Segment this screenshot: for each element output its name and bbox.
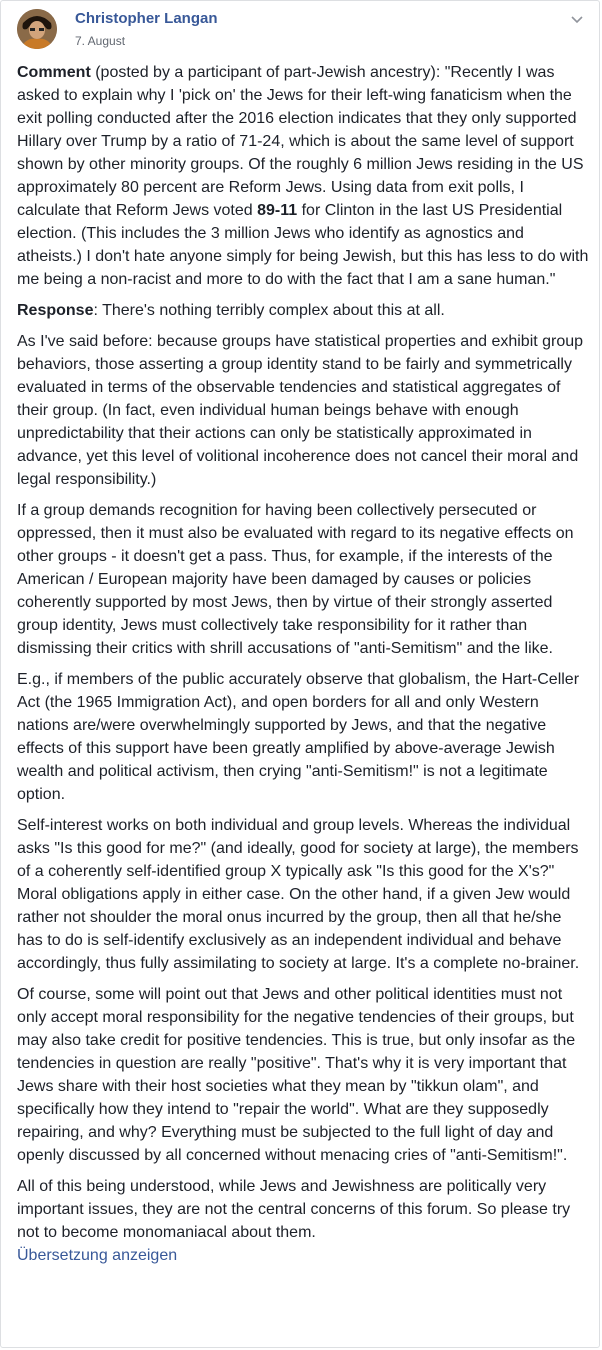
comment-text-2: for Clinton in the last US Presidential election. (This includes the 3 million Jews who identify as agnostics and atheists.) I don't hate anyone simply for being Jewish, but this has less to do with me being a non-racist and more to do with the fact that I am a sane human."	[17, 202, 589, 288]
body-paragraph: E.g., if members of the public accurately observe that globalism, the Hart-Celler Act (the 1965 Immigration Act), and open borders for all and only Western nations are/were overwhelmingly supported by Jews, and that the negative effects of this support have been greatly amplified by above-average Jewish wealth and political activism, then crying "anti-Semitism!" is not a legitimate option.	[17, 671, 580, 803]
response-text: : There's nothing terribly complex about this at all.	[93, 302, 445, 319]
body-paragraph: All of this being understood, while Jews and Jewishness are politically very important issues, they are not the central concerns of this forum. So please try not to become monomaniacal about them.	[17, 1178, 571, 1241]
body-paragraph: Self-interest works on both individual and group levels. Whereas the individual asks "Is this good for me?" (and ideally, good for society at large), the members of a coherently self-identified group X typically ask "Is this good for the X's?" Moral obligations apply in either case. On the other hand, if a given Jew would rather not shoulder the moral onus incurred by the group, then all that he/she has to do is self-identify exclusively as an independent individual and behave accordingly, thus fully assimilating to society at large. It's a complete no-brainer.	[17, 817, 580, 972]
comment-text-1: (posted by a participant of part-Jewish ancestry): "Recently I was asked to explain why I 'pick on' the Jews for their left-wing fanaticism when the exit polling conducted after the 2016 election indicates that they only supported Hillary over Trump by a ratio of 71-24, which is about the same level of support shown by other minority groups. Of the roughly 6 million Jews residing in the US approximately 80 percent are Reform Jews. Using data from exit polls, I calculate that Reform Jews voted	[17, 64, 584, 219]
post-body	[17, 61, 589, 1267]
body-paragraph: As I've said before: because groups have statistical properties and exhibit group behaviors, those asserting a group identity stand to be fairly and symmetrically evaluated in terms of the observable tendencies and statistical aggregates of their group. (In fact, even individual human beings behave with enough unpredictability that their actions can only be statistically approximated in advance, yet this level of volitional incoherence does not cancel their moral and legal responsibility.)	[17, 333, 584, 488]
comment-bold-figure: 89-11	[257, 202, 298, 219]
comment-label: Comment	[17, 64, 91, 81]
show-translation-link[interactable]: Übersetzung anzeigen	[17, 1247, 178, 1264]
response-label: Response	[17, 302, 94, 319]
chevron-down-icon[interactable]	[567, 9, 587, 29]
body-paragraph: Of course, some will point out that Jews and other political identities must not only accept moral responsibility for the negative tendencies of their groups, but may also take credit for positive tendencies. This is true, but only insofar as the tendencies in question are really "positive". That's why it is very important that Jews share with their host societies what they mean by "tikkun olam", and specifically how they intend to "repair the world". What are they supposedly repairing, and why? Everything must be subjected to the full light of day and openly discussed by all concerned without menacing cries of "anti-Semitism!".	[17, 986, 576, 1164]
avatar[interactable]	[17, 9, 57, 49]
post-date[interactable]: 7. August	[75, 34, 126, 48]
response-paragraph	[17, 299, 589, 322]
author-name[interactable]: Christopher Langan	[75, 10, 218, 27]
post-header	[17, 9, 583, 53]
body-paragraph: If a group demands recognition for having been collectively persecuted or oppressed, then it must also be evaluated with regard to its negative effects on other groups - it doesn't get a pass. Thus, for example, if the interests of the American / European majority have been damaged by causes or policies coherently supported by most Jews, then by virtue of their strongly asserted group identity, Jews must collectively take responsibility for it rather than dismissing their critics with shrill accusations of "anti-Semitism" and the like.	[17, 502, 574, 657]
profile-photo-icon	[17, 9, 57, 49]
comment-paragraph	[17, 61, 589, 291]
